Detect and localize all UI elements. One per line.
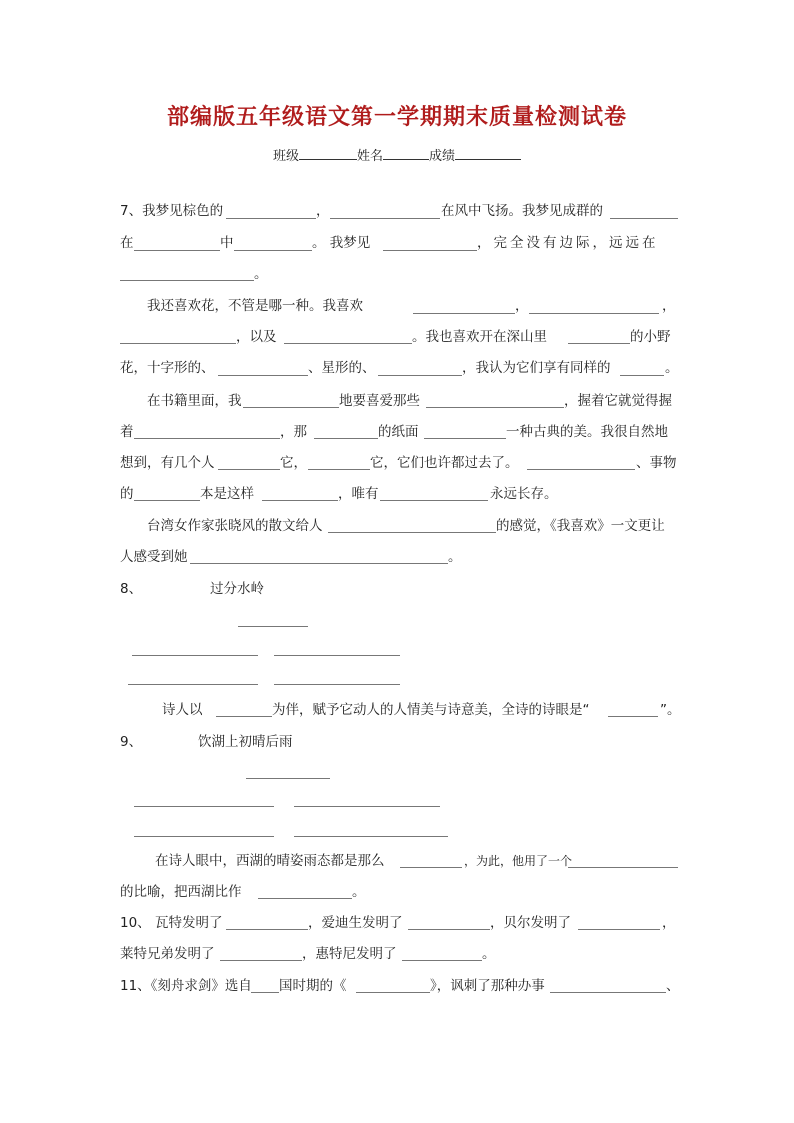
q8-blank-2[interactable] xyxy=(608,716,658,717)
q8-poem-line-4[interactable] xyxy=(128,684,258,685)
q7-text-29: 永远长存。 xyxy=(490,486,558,502)
q11-blank-1[interactable] xyxy=(251,992,279,993)
q9-poem-line-1[interactable] xyxy=(246,778,330,779)
q7-text-19: ，那 xyxy=(280,424,307,440)
q10-text-2: ，爱迪生发明了 xyxy=(308,915,403,931)
q10-blank-4[interactable] xyxy=(220,960,302,961)
q7-blank-3[interactable] xyxy=(610,218,678,219)
q7-blank-27[interactable] xyxy=(328,532,496,533)
q7-blank-8[interactable] xyxy=(413,313,515,314)
q10-text-5: ，惠特尼发明了 xyxy=(302,946,397,962)
q7-text-17: ，握着它就觉得握 xyxy=(564,393,672,409)
q7-blank-13[interactable] xyxy=(218,375,308,376)
student-info xyxy=(0,145,794,164)
page-title: 部编版五年级语文第一学期期末质量检测试卷 xyxy=(166,105,627,130)
q7-blank-7[interactable] xyxy=(120,280,254,281)
q9-poem-line-2[interactable] xyxy=(134,806,274,807)
q9-number: 9、 xyxy=(120,734,143,750)
q7-text-18: 着 xyxy=(120,424,134,440)
q7-text-28: ，唯有 xyxy=(338,486,379,502)
score-blank[interactable] xyxy=(455,145,521,160)
q11-text-3: 》，讽刺了那种办事 xyxy=(430,978,545,994)
q8-poem-line-5[interactable] xyxy=(274,684,400,685)
q7-text-4: 中 xyxy=(220,235,234,251)
q8-poem-line-2[interactable] xyxy=(132,655,258,656)
q9-poem-title: 饮湖上初晴后雨 xyxy=(198,734,293,750)
q7-blank-19[interactable] xyxy=(314,438,378,439)
q7-comma-2: ， xyxy=(515,298,529,314)
q7-blank-6[interactable] xyxy=(383,250,477,251)
q7-text-2: 在风中飞扬。我梦见成群的 xyxy=(441,203,603,219)
q7-blank-26[interactable] xyxy=(380,500,488,501)
q7-text-6: ，完全没有边际，远远在 xyxy=(477,235,659,251)
q7-blank-28[interactable] xyxy=(190,563,448,564)
q8-text-1: 诗人以 xyxy=(162,702,203,718)
q7-blank-20[interactable] xyxy=(424,438,506,439)
q8-poem-title: 过分水岭 xyxy=(210,581,264,597)
q9-poem-line-4[interactable] xyxy=(134,836,274,837)
q7-blank-23[interactable] xyxy=(527,469,635,470)
q7-text-15: 在书籍里面，我 xyxy=(147,393,242,409)
q7-text-5: 。 我梦见 xyxy=(312,235,371,251)
q9-period: 。 xyxy=(352,884,366,900)
q7-text-25: 、事物 xyxy=(636,455,677,471)
q8-text-3: ”。 xyxy=(660,702,681,718)
q7-blank-11[interactable] xyxy=(284,343,412,344)
q7-blank-1[interactable] xyxy=(226,218,316,219)
q11-blank-3[interactable] xyxy=(550,992,666,993)
q10-text-3: ，贝尔发明了 xyxy=(490,915,571,931)
q7-text-20: 的纸面 xyxy=(378,424,419,440)
q8-text-2: 为伴，赋予它动人的人情美与诗意美，全诗的诗眼是“ xyxy=(272,702,590,718)
class-label: 班级 xyxy=(272,149,299,164)
name-label: 姓名 xyxy=(356,149,383,164)
q7-blank-17[interactable] xyxy=(426,407,564,408)
q7-text-23: 它， xyxy=(280,455,307,471)
q7-text-14: ，我认为它们享有同样的 xyxy=(462,360,611,376)
q7-blank-4[interactable] xyxy=(134,250,220,251)
q7-text-32: 人感受到她 xyxy=(120,549,188,565)
q11-blank-2[interactable] xyxy=(356,992,430,993)
q7-period-2: 。 xyxy=(448,549,462,565)
q7-blank-16[interactable] xyxy=(243,407,339,408)
q7-blank-21[interactable] xyxy=(218,469,280,470)
q7-text-30: 台湾女作家张晓风的散文给人 xyxy=(147,518,323,534)
q10-blank-3[interactable] xyxy=(578,929,660,930)
q7-text-7: 。 xyxy=(254,266,268,282)
q9-blank-3[interactable] xyxy=(258,898,352,899)
class-blank[interactable] xyxy=(299,145,357,160)
q7-blank-24[interactable] xyxy=(134,500,200,501)
q7-blank-9[interactable] xyxy=(529,313,659,314)
q7-blank-5[interactable] xyxy=(234,250,312,251)
q7-text-24: 它，它们也许都过去了。 xyxy=(370,455,519,471)
q11-text-1: 11、《刻舟求剑》选自 xyxy=(120,978,252,994)
q7-text-13: 、星形的、 xyxy=(308,360,376,376)
q7-blank-10[interactable] xyxy=(120,343,236,344)
q9-blank-2[interactable] xyxy=(568,867,678,868)
q8-poem-line-1[interactable] xyxy=(238,626,308,627)
q7-text-31: 的感觉，《我喜欢》一文更让 xyxy=(496,518,665,534)
q7-text-9: ，以及 xyxy=(236,329,277,345)
q7-text-1: 7、我梦见棕色的 xyxy=(120,203,224,219)
q10-blank-5[interactable] xyxy=(402,960,482,961)
q9-text-1: 在诗人眼中，西湖的晴姿雨态都是那么 xyxy=(155,853,385,869)
q7-text-27: 本是这样 xyxy=(200,486,254,502)
q7-text-26: 的 xyxy=(120,486,134,502)
q10-blank-1[interactable] xyxy=(226,929,308,930)
q7-blank-12[interactable] xyxy=(568,343,630,344)
q7-text-21: 一种古典的美。我很自然地 xyxy=(506,424,668,440)
q7-text-12: 花，十字形的、 xyxy=(120,360,215,376)
score-label: 成绩 xyxy=(429,149,456,164)
q9-text-2: ，为此，他用了一个 xyxy=(464,854,573,868)
q9-poem-line-5[interactable] xyxy=(294,836,448,837)
q8-blank-1[interactable] xyxy=(216,716,272,717)
q9-poem-line-3[interactable] xyxy=(294,806,440,807)
q10-text-1: 10、 瓦特发明了 xyxy=(120,915,223,931)
q7-blank-22[interactable] xyxy=(308,469,370,470)
q11-text-4: 、 xyxy=(666,978,680,994)
q8-poem-line-3[interactable] xyxy=(274,655,400,656)
q7-text-16: 地要喜爱那些 xyxy=(339,393,420,409)
q7-blank-2[interactable] xyxy=(330,218,440,219)
q7-text-3: 在 xyxy=(120,235,134,251)
q7-blank-14[interactable] xyxy=(378,375,462,376)
q7-comma-3: ， xyxy=(662,298,676,314)
q10-blank-2[interactable] xyxy=(408,929,490,930)
q7-text-10: 。我也喜欢开在深山里 xyxy=(412,329,547,345)
q7-blank-15[interactable] xyxy=(620,375,664,376)
q10-text-4: 莱特兄弟发明了 xyxy=(120,946,215,962)
q7-text-8: 我还喜欢花，不管是哪一种。我喜欢 xyxy=(147,298,363,314)
q7-comma: ， xyxy=(316,203,330,219)
q7-blank-25[interactable] xyxy=(262,500,338,501)
q9-text-3: 的比喻，把西湖比作 xyxy=(120,884,242,900)
q7-text-11: 的小野 xyxy=(630,329,671,345)
q7-period: 。 xyxy=(665,360,679,376)
q8-number: 8、 xyxy=(120,581,143,597)
q11-text-2: 国时期的《 xyxy=(279,978,347,994)
name-blank[interactable] xyxy=(383,145,429,160)
q10-period: 。 xyxy=(482,946,496,962)
q7-text-22: 想到，有几个人 xyxy=(120,455,215,471)
q7-blank-18[interactable] xyxy=(134,438,280,439)
q10-comma: ， xyxy=(662,915,676,931)
q9-blank-1[interactable] xyxy=(400,867,462,868)
